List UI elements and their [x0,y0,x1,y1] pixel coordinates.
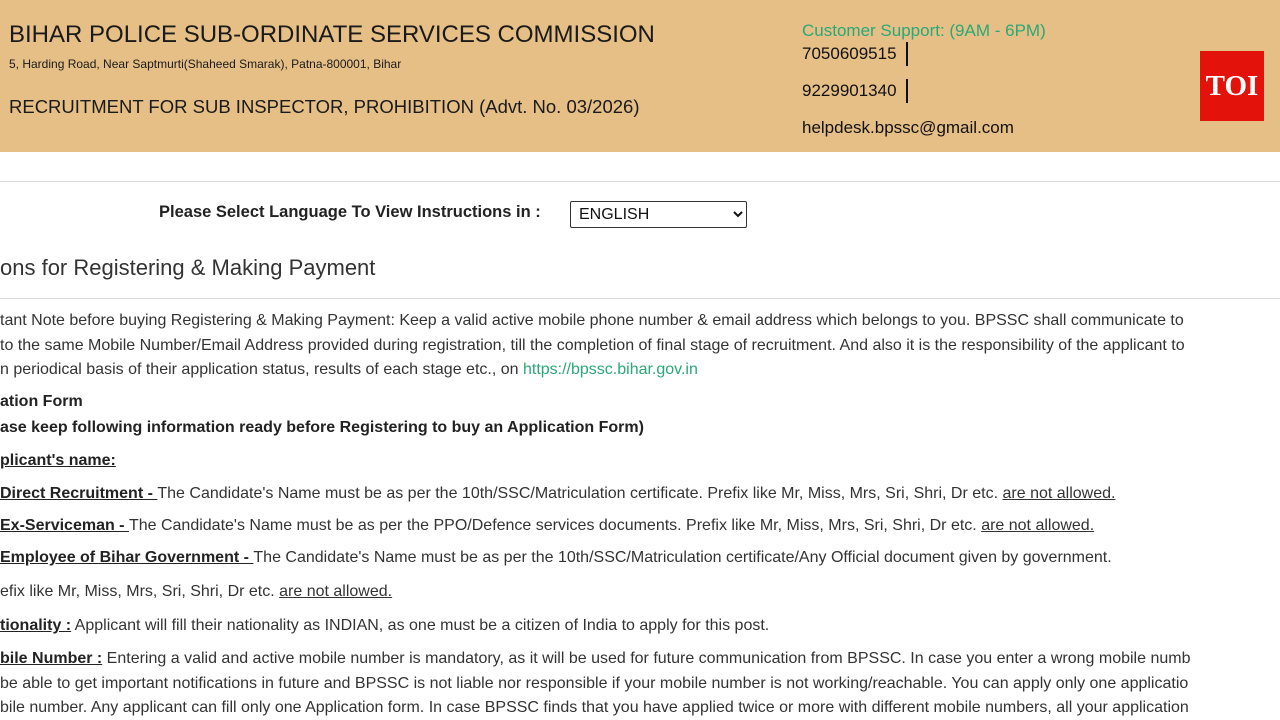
prefix-note [0,583,392,601]
bpssc-website-link[interactable]: https://bpssc.bihar.gov.in [522,361,698,378]
org-name: BIHAR POLICE SUB-ORDINATE SERVICES COMMISSION [9,21,655,48]
ex-serviceman-text: The Candidate's Name must be as per the PPO/Defence services documents. Prefix like Mr, Miss, Mrs, Sri, Shri, Dr etc. [128,517,982,534]
support-phone-1 [802,42,908,66]
divider [0,298,1280,299]
section-title: ons for Registering & Making Payment [0,255,376,280]
org-address: 5, Harding Road, Near Saptmurti(Shaheed Smarak), Patna-800001, Bihar [9,57,402,71]
not-allowed-note: are not allowed. [981,517,1095,534]
mobile-text: Entering a valid and active mobile number is mandatory, as it will be used for future communication from BPSSC. In case you enter a wrong mobile numb [102,650,1191,667]
customer-support-title: Customer Support: (9AM - 6PM) [802,21,1046,40]
nationality-text: Applicant will fill their nationality as INDIAN, as one must be a citizen of India to apply for this post. [71,617,770,634]
text-cursor-bar [906,79,908,103]
employee-label: Employee of Bihar Government - [0,549,254,566]
not-allowed-note: are not allowed. [279,583,393,600]
support-phone-2 [802,79,908,103]
support-phone-1-text: 7050609515 [802,44,897,63]
language-label: Please Select Language To View Instructions in : [159,203,541,221]
mobile-line-3: bile number. Any applicant can fill only one Application form. In case BPSSC finds that you have applied twice or more with different mobile numbers, all your application [0,699,1189,716]
mobile-line-2: be able to get important notifications in future and BPSSC is not liable nor responsible if your mobile number is not working/reachable. You can apply only one applicatio [0,675,1189,692]
employee-item [0,549,1112,567]
applicant-name-heading: plicant's name: [0,452,116,469]
direct-recruitment-label: Direct Recruitment - [0,485,158,502]
direct-recruitment-text: The Candidate's Name must be as per the 10th/SSC/Matriculation certificate. Prefix like Mr, Miss, Mrs, Sri, Shri, Dr etc. [157,485,1003,502]
form-heading: ation Form [0,393,83,410]
direct-recruitment-item [0,485,1115,503]
ex-serviceman-item [0,517,1094,535]
support-phone-2-text: 9229901340 [802,81,897,100]
toi-logo: TOI [1200,51,1264,121]
mobile-label: bile Number : [0,650,103,667]
prefix-text: efix like Mr, Miss, Mrs, Sri, Shri, Dr etc. [0,583,280,600]
divider [0,181,1280,182]
note-line-3-text: n periodical basis of their application status, results of each stage etc., on [0,361,523,378]
note-line-1: tant Note before buying Registering & Making Payment: Keep a valid active mobile phone number & email address which belongs to you. BPSSC shall communicate to [0,312,1184,329]
mobile-item [0,650,1190,668]
text-cursor-bar [906,42,908,66]
nationality-item [0,617,769,635]
nationality-label: tionality : [0,617,72,634]
employee-text: The Candidate's Name must be as per the 10th/SSC/Matriculation certificate/Any Official document given by government. [253,549,1112,566]
not-allowed-note: are not allowed. [1002,485,1116,502]
form-subheading: ase keep following information ready before Registering to buy an Application Form) [0,419,644,436]
language-select[interactable] [570,201,747,228]
header-banner [0,0,1280,152]
note-line-2: to the same Mobile Number/Email Address provided during registration, till the completion of final stage of recruitment. And also it is the responsibility of the applicant to [0,337,1185,354]
support-email: helpdesk.bpssc@gmail.com [802,118,1014,137]
note-line-3 [0,361,698,379]
recruitment-title: RECRUITMENT FOR SUB INSPECTOR, PROHIBITION (Advt. No. 03/2026) [9,96,640,117]
ex-serviceman-label: Ex-Serviceman - [0,517,129,534]
